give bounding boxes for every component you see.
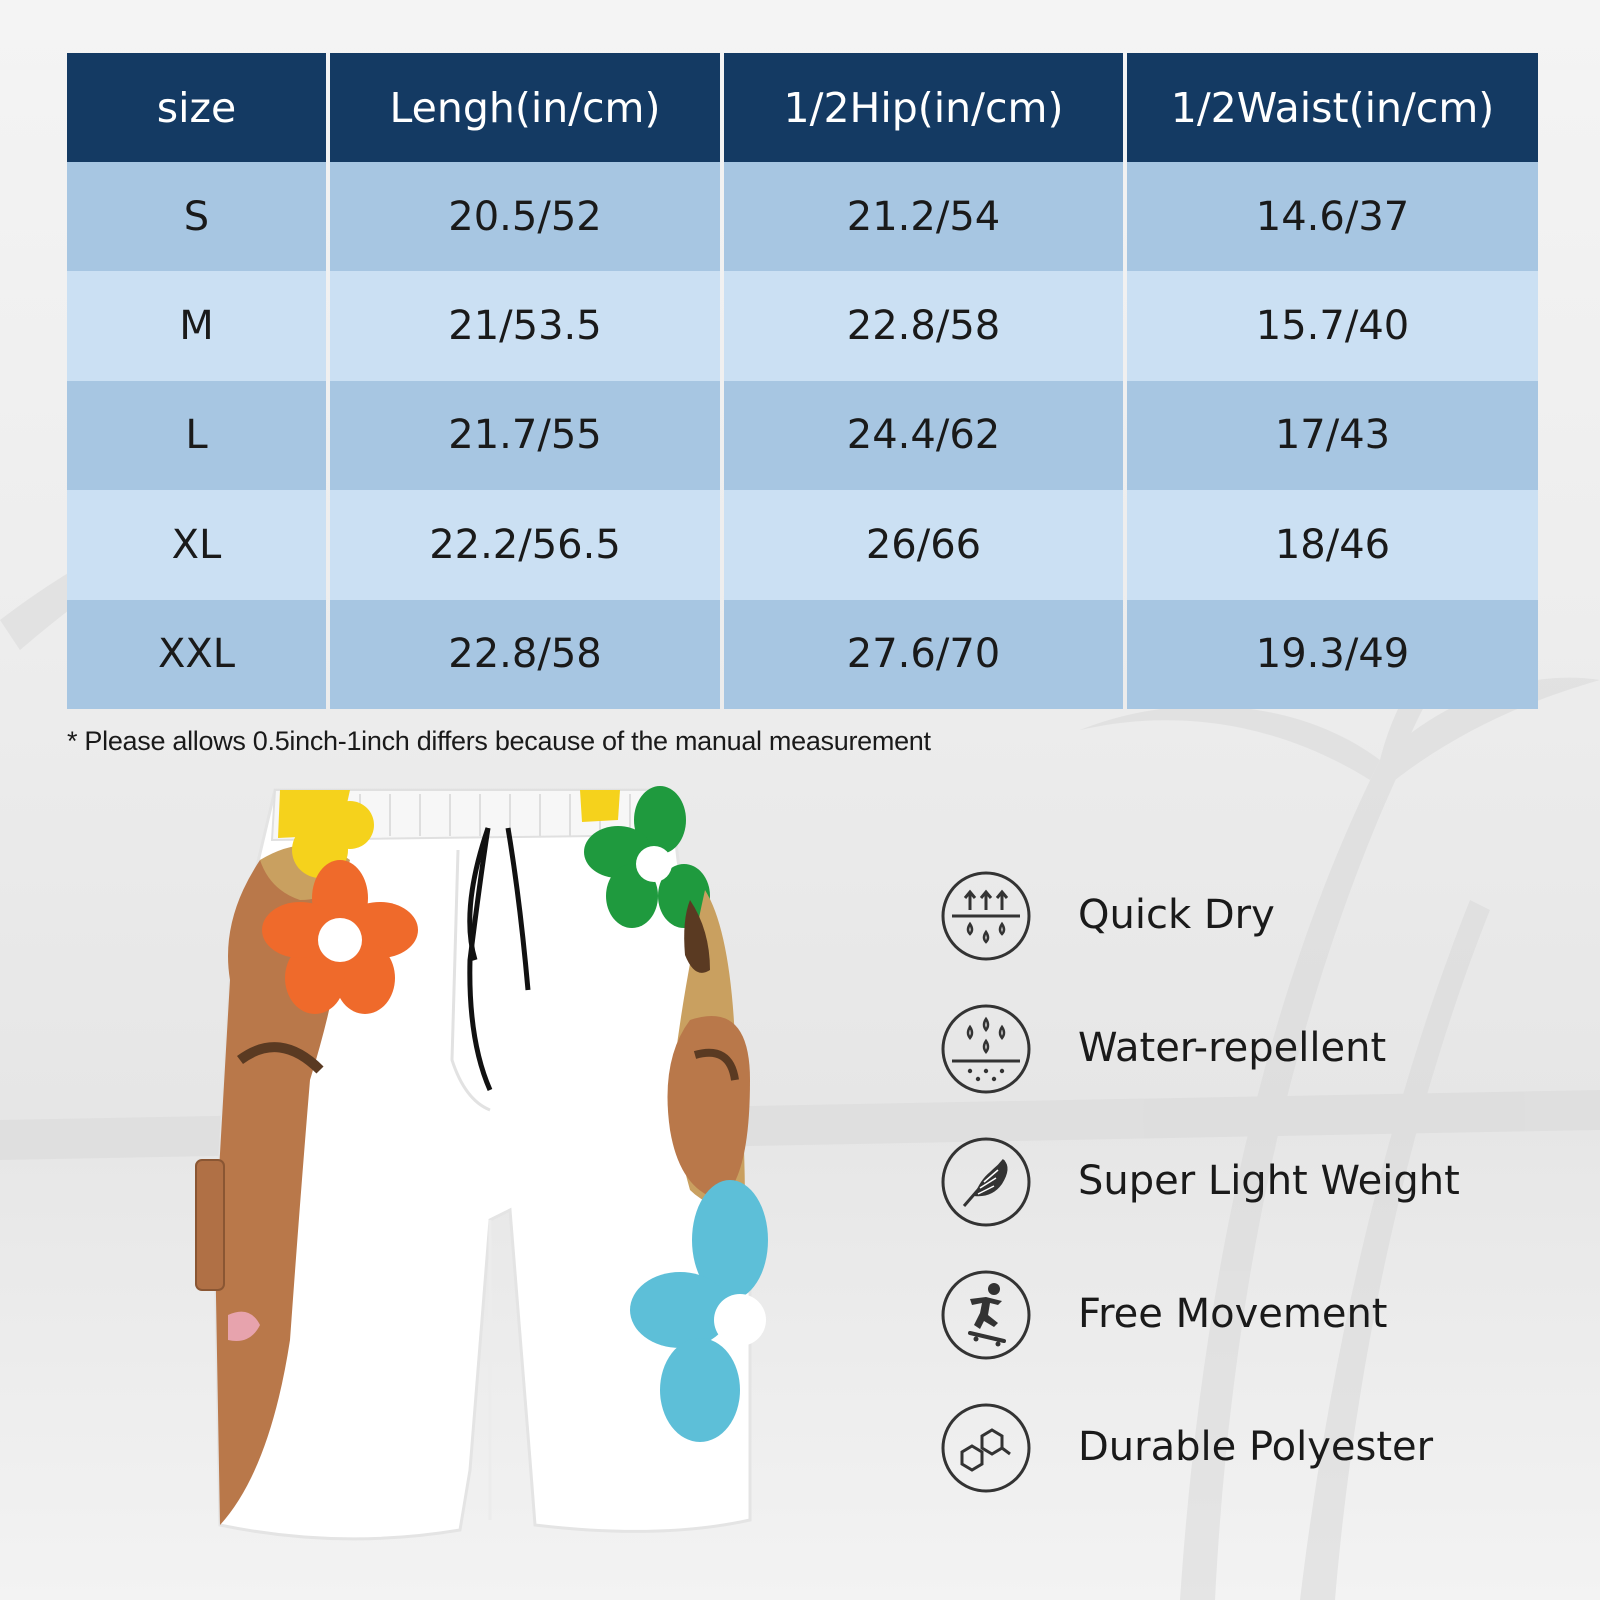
feature-label: Water-repellent: [1078, 1025, 1387, 1071]
cell-length: 21/53.5: [330, 271, 720, 380]
feature-label: Quick Dry: [1078, 892, 1275, 938]
cell-length: 21.7/55: [330, 381, 720, 490]
cell-waist: 15.7/40: [1127, 271, 1538, 380]
feature-durable-polyester: [940, 1402, 1560, 1502]
feature-label: Free Movement: [1078, 1291, 1388, 1337]
header-length: Lengh(in/cm): [330, 53, 720, 162]
cell-waist: 18/46: [1127, 490, 1538, 599]
cell-waist: 17/43: [1127, 381, 1538, 490]
feature-list: [940, 870, 1560, 1530]
feature-super-light-weight: [940, 1136, 1560, 1236]
cell-length: 22.2/56.5: [330, 490, 720, 599]
header-half-hip: 1/2Hip(in/cm): [724, 53, 1123, 162]
board-shorts-image: [190, 780, 770, 1570]
feature-label: Super Light Weight: [1078, 1158, 1460, 1204]
cell-waist: 19.3/49: [1127, 600, 1538, 709]
cell-hip: 21.2/54: [724, 162, 1123, 271]
measurement-note: * Please allows 0.5inch-1inch differs because of the manual measurement: [67, 726, 931, 756]
cell-size: S: [67, 162, 326, 271]
feature-label: Durable Polyester: [1078, 1424, 1434, 1470]
header-size: size: [67, 53, 326, 162]
cell-size: XXL: [67, 600, 326, 709]
feather-icon: [940, 1136, 1032, 1228]
cell-size: L: [67, 381, 326, 490]
size-chart-table: [67, 53, 1534, 709]
cell-hip: 26/66: [724, 490, 1123, 599]
water-repellent-icon: [940, 1003, 1032, 1095]
cell-length: 20.5/52: [330, 162, 720, 271]
cell-hip: 27.6/70: [724, 600, 1123, 709]
polyester-molecule-icon: [940, 1402, 1032, 1494]
cell-length: 22.8/58: [330, 600, 720, 709]
header-half-waist: 1/2Waist(in/cm): [1127, 53, 1538, 162]
cell-size: M: [67, 271, 326, 380]
feature-free-movement: [940, 1269, 1560, 1369]
cell-waist: 14.6/37: [1127, 162, 1538, 271]
cell-size: XL: [67, 490, 326, 599]
feature-quick-dry: [940, 870, 1560, 970]
cell-hip: 24.4/62: [724, 381, 1123, 490]
feature-water-repellent: [940, 1003, 1560, 1103]
quick-dry-icon: [940, 870, 1032, 962]
cell-hip: 22.8/58: [724, 271, 1123, 380]
skateboarder-icon: [940, 1269, 1032, 1361]
